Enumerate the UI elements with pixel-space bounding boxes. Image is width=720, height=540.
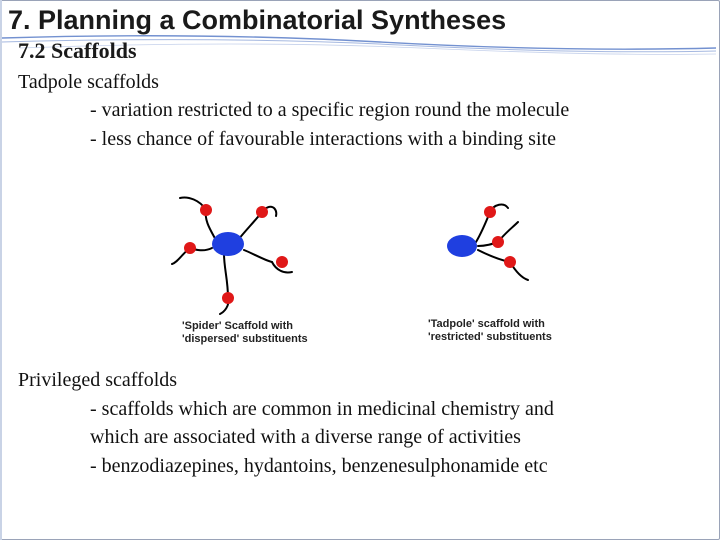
- spider-caption-line2: 'dispersed' substituents: [182, 333, 308, 345]
- spider-substituent-2: [256, 206, 268, 218]
- bullet-examples: - benzodiazepines, hydantoins, benzenesulphonamide etc: [90, 455, 548, 477]
- spider-substituent-4: [276, 256, 288, 268]
- scaffold-figure: [160, 182, 580, 352]
- spider-chain-7: [244, 250, 272, 262]
- tadpole-substituent-3: [504, 256, 516, 268]
- bullet-common-in-medicinal-chemistry: - scaffolds which are common in medicinal chemistry and: [90, 398, 554, 420]
- section-subtitle: 7.2 Scaffolds: [18, 38, 137, 63]
- spider-caption-line1: 'Spider' Scaffold with: [182, 320, 293, 332]
- spider-substituent-1: [200, 204, 212, 216]
- left-rule: [0, 0, 2, 540]
- bullet-less-chance: - less chance of favourable interactions with a binding site: [90, 128, 556, 150]
- tadpole-caption-line2: 'restricted' substituents: [428, 331, 552, 343]
- bullet-variation-restricted: - variation restricted to a specific region round the molecule: [90, 99, 570, 121]
- tadpole-caption-line1: 'Tadpole' scaffold with: [428, 318, 545, 330]
- spider-chain-9: [224, 254, 228, 298]
- spider-substituent-5: [222, 292, 234, 304]
- tadpole-scaffold-core: [447, 235, 477, 257]
- heading-privileged-scaffolds: Privileged scaffolds: [18, 369, 178, 391]
- heading-tadpole-scaffolds: Tadpole scaffolds: [18, 71, 159, 93]
- bullet-diverse-activities: which are associated with a diverse range of activities: [90, 426, 521, 448]
- spider-substituent-3: [184, 242, 196, 254]
- page-title: 7. Planning a Combinatorial Syntheses: [8, 5, 507, 35]
- tadpole-substituent-1: [484, 206, 496, 218]
- spider-scaffold-core: [212, 232, 244, 256]
- tadpole-substituent-2: [492, 236, 504, 248]
